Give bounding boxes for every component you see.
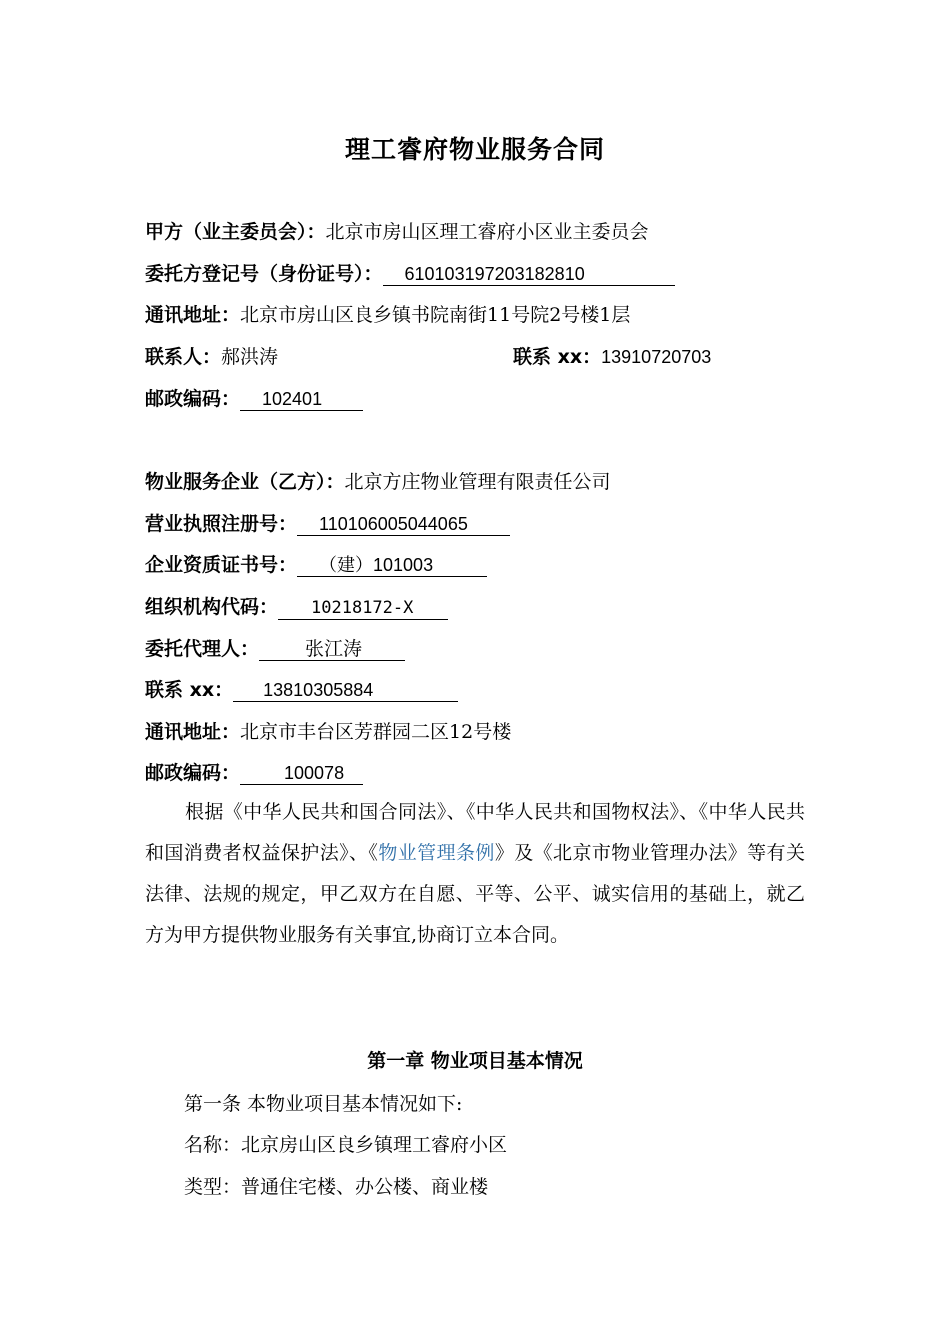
party-b-address-value: 北京市丰台区芳群园二区12号楼 [240, 721, 512, 743]
party-b-phone-value: 13810305884 [233, 679, 458, 702]
preamble-paragraph [145, 792, 805, 956]
preamble-text-end: 》及《北京市物业管理办法》等有关法律、法规的规定，甲乙双方在自愿、平等、公平、诚实信用的基础上，就乙方为甲方提供物业服务有关事宜,协商订立本合同。 [145, 842, 805, 946]
party-a-reg-label: 委托方登记号（身份证号）： [145, 263, 383, 285]
party-b-agent-value: 张江涛 [259, 638, 405, 661]
party-b-org-code-value: 10218172-X [278, 597, 448, 620]
party-a-phone-label: 联系 xx： [513, 346, 602, 368]
party-a-reg-value: 610103197203182810 [383, 263, 675, 286]
party-b-postal-row [145, 760, 363, 786]
party-b-license-row [145, 511, 510, 537]
party-b-phone-row [145, 677, 458, 703]
party-a-address-row [145, 302, 630, 328]
party-a-contact-row [145, 344, 278, 370]
party-b-phone-label: 联系 xx： [145, 679, 234, 701]
party-b-license-value: 110106005044065 [297, 513, 510, 536]
party-b-qualification-value: （建）101003 [297, 554, 487, 577]
party-a-phone-value: 13910720703 [601, 347, 712, 367]
party-a-reg-row [145, 261, 675, 287]
regulation-link[interactable]: 物业管理条例 [378, 842, 495, 864]
party-b-name-value: 北京方庄物业管理有限责任公司 [344, 471, 611, 493]
preamble-text-start: 根据《中华人民共和国合同法》、《中华人民共和国物权法》、《中华人民共和国消费者权益保护法》、《 [145, 801, 805, 864]
party-b-name-label: 物业服务企业（乙方）： [145, 471, 345, 493]
project-name: 名称：北京房山区良乡镇理工睿府小区 [184, 1134, 508, 1156]
party-b-qualification-label: 企业资质证书号： [145, 554, 298, 576]
party-a-name-row [145, 219, 649, 245]
party-b-address-label: 通讯地址： [145, 721, 241, 743]
party-b-address-row [145, 719, 511, 745]
party-a-address-label: 通讯地址： [145, 304, 241, 326]
party-b-qualification-row [145, 552, 487, 578]
project-type: 类型：普通住宅楼、办公楼、商业楼 [184, 1176, 489, 1198]
party-b-agent-row [145, 636, 405, 662]
party-a-postal-label: 邮政编码： [145, 388, 241, 410]
party-a-contact-label: 联系人： [145, 346, 222, 368]
party-b-postal-label: 邮政编码： [145, 762, 241, 784]
party-b-postal-value: 100078 [240, 762, 363, 785]
party-a-name-label: 甲方（业主委员会）： [145, 221, 326, 243]
chapter-heading: 第一章 物业项目基本情况 [367, 1050, 583, 1072]
party-a-name-value: 北京市房山区理工睿府小区业主委员会 [325, 221, 649, 243]
party-a-postal-row [145, 386, 363, 412]
article-1: 第一条 本物业项目基本情况如下: [184, 1093, 463, 1115]
party-b-org-code-label: 组织机构代码： [145, 596, 279, 618]
party-b-org-code-row [145, 594, 448, 620]
party-a-postal-value: 102401 [240, 388, 363, 411]
party-b-agent-label: 委托代理人： [145, 638, 260, 660]
party-a-address-value: 北京市房山区良乡镇书院南街11号院2号楼1层 [240, 304, 631, 326]
party-b-name-row [145, 469, 611, 495]
party-b-license-label: 营业执照注册号： [145, 513, 298, 535]
party-a-phone-row [513, 344, 711, 370]
party-a-contact-value: 郝洪涛 [221, 346, 279, 368]
document-title: 理工睿府物业服务合同 [344, 135, 605, 164]
